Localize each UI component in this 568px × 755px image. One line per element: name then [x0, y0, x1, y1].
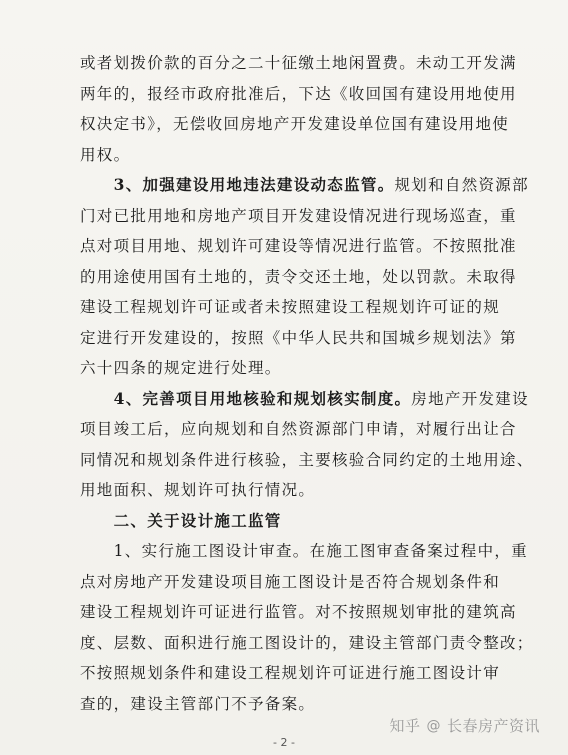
- text-line: 查的，建设主管部门不予备案。: [80, 694, 316, 713]
- text-line: 不按照规划条件和建设工程规划许可证进行施工图设计审: [80, 664, 501, 682]
- section-heading-design-construction: [80, 506, 498, 537]
- item-3-title: 3、加强建设用地违法建设动态监管。: [113, 175, 395, 194]
- paragraph-item-1: [80, 536, 534, 719]
- paragraph-land-idle-fee: [80, 48, 517, 170]
- text-line: [80, 384, 529, 415]
- text-line: 用地面积、规划许可执行情况。: [80, 481, 316, 499]
- item-4-title: 4、完善项目用地核验和规划核实制度。: [113, 388, 412, 408]
- text-line: 的用途使用国有土地的，责令交还土地，处以罚款。未取得: [80, 267, 517, 286]
- text-line: 同情况和规划条件进行核验，主要核验合同约定的土地用途、: [80, 450, 534, 469]
- watermark-platform: 知乎: [389, 717, 421, 735]
- page-number: - 2 -: [273, 736, 295, 749]
- text-line: 定进行开发建设的，按照《中华人民共和国城乡规划法》第: [80, 328, 517, 347]
- section-2-heading-text: 二、关于设计施工监管: [113, 511, 282, 530]
- text-line: 建设工程规划许可证进行监管。对不按照规划审批的建筑高: [80, 603, 517, 621]
- item-4-first-rest: 房地产开发建设: [411, 389, 529, 408]
- text-line: 门对已批用地和房地产项目开发建设情况进行现场巡查，重: [80, 206, 517, 225]
- text-line: [80, 536, 528, 567]
- text-line: 两年的，报经市政府批准后，下达《收回国有建设用地使用: [80, 84, 517, 103]
- section-2-heading: [80, 506, 498, 537]
- item-1-first: 1、实行施工图设计审查。在施工图审查备案过程中，重: [113, 542, 528, 560]
- zhihu-watermark: [389, 715, 540, 736]
- text-line: [80, 170, 529, 201]
- text-line: 点对项目用地、规划许可建设等情况进行监管。不按照批准: [80, 237, 517, 255]
- text-line: 项目竣工后，应向规划和自然资源部门申请，对履行出让合: [80, 420, 517, 438]
- item-3-first-rest: 规划和自然资源部: [394, 176, 529, 194]
- text-line: 度、层数、面积进行施工图设计的，建设主管部门责令整改；: [80, 633, 534, 652]
- text-line: 点对房地产开发建设项目施工图设计是否符合规划条件和: [80, 572, 501, 591]
- document-body: [80, 48, 534, 719]
- watermark-account: 长春房产资讯: [446, 717, 540, 735]
- text-line: 或者划拨价款的百分之二十征缴土地闲置费。未动工开发满: [80, 54, 517, 72]
- text-line: 六十四条的规定进行处理。: [80, 359, 282, 377]
- paragraph-item-3: [80, 170, 529, 384]
- paragraph-item-4: [80, 384, 534, 506]
- text-line: 用权。: [80, 145, 131, 164]
- text-line: 建设工程规划许可证或者未按照建设工程规划许可证的规: [80, 298, 501, 316]
- text-line: 权决定书》，无偿收回房地产开发建设单位国有建设用地使: [80, 115, 510, 133]
- watermark-at: @: [426, 717, 441, 734]
